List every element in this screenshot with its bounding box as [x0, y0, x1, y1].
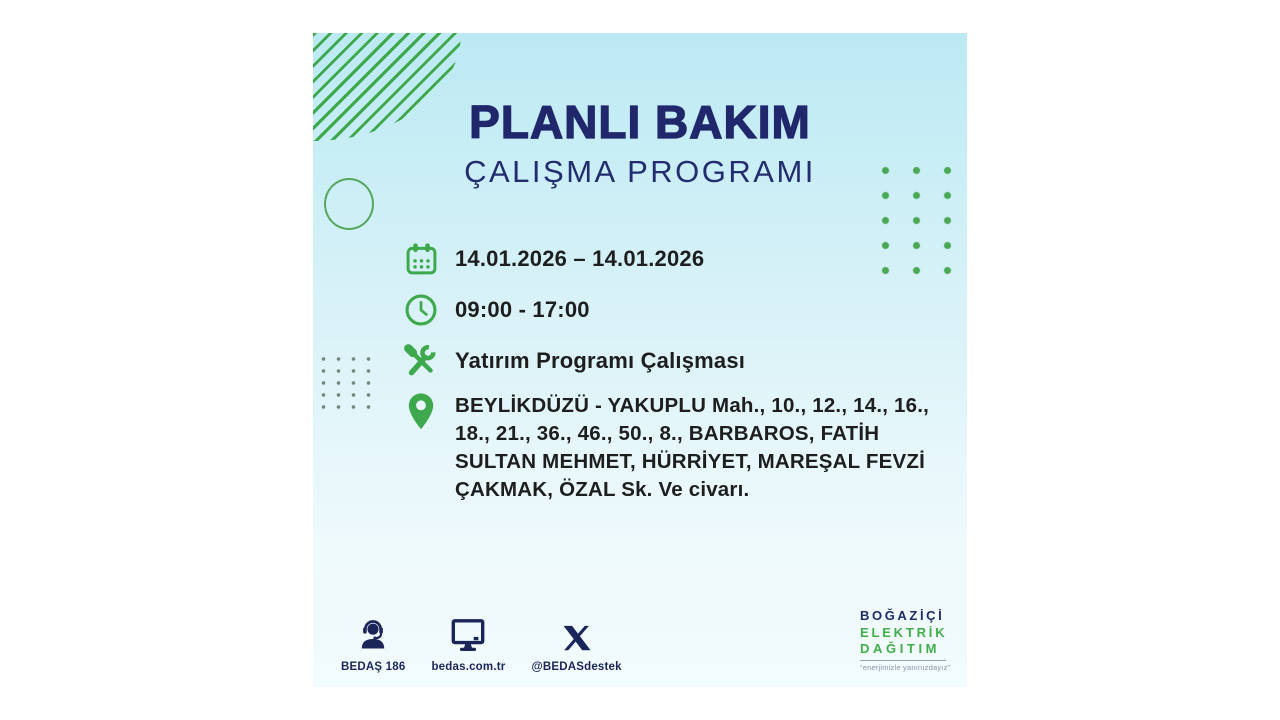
time-range: 09:00 - 17:00 [455, 297, 590, 322]
x-logo-icon [562, 617, 592, 653]
work-type-row [401, 341, 941, 381]
date-range: 14.01.2026 – 14.01.2026 [455, 246, 705, 271]
contact-phone [341, 617, 405, 673]
contact-x-label: @BEDASdestek [531, 661, 622, 673]
contact-phone-label: BEDAŞ 186 [341, 661, 406, 673]
clock-icon [401, 290, 441, 330]
poster-subtitle: ÇALIŞMA PROGRAMI [464, 154, 816, 189]
tools-icon [401, 341, 441, 381]
contact-website [431, 617, 505, 673]
location-row [401, 392, 941, 504]
monitor-icon [449, 617, 487, 653]
support-agent-icon [355, 617, 391, 653]
logo-tagline: “enerjimizle yanınızdayız” [860, 663, 951, 672]
date-row [401, 239, 941, 279]
logo-line-bogazici: BOĞAZİÇİ [860, 608, 945, 624]
affected-area: BEYLİKDÜZÜ - YAKUPLU Mah., 10., 12., 14., 16., 18., 21., 36., 46., 50., 8., BARBAROS, FATİH SULTAN MEHMET, HÜRRİYET, MAREŞAL FEVZİ ÇAKMAK, ÖZAL Sk. Ve civarı. [455, 394, 930, 501]
work-type: Yatırım Programı Çalışması [455, 348, 746, 373]
logo-line-elektrik: ELEKTRİK [860, 624, 948, 640]
bedas-company-logo [860, 608, 951, 672]
logo-divider [860, 660, 946, 661]
contact-channels [341, 617, 622, 673]
schedule-info [401, 239, 941, 515]
time-row [401, 290, 941, 330]
contact-website-label: bedas.com.tr [431, 661, 506, 673]
planned-maintenance-poster [313, 33, 967, 687]
contact-x-account [531, 617, 621, 673]
poster-title: PLANLI BAKIM [469, 96, 811, 148]
calendar-icon [401, 239, 441, 279]
dot-grid-decoration-left [316, 353, 376, 413]
location-pin-icon [401, 392, 441, 432]
logo-line-dagitim: DAĞITIM [860, 640, 941, 656]
